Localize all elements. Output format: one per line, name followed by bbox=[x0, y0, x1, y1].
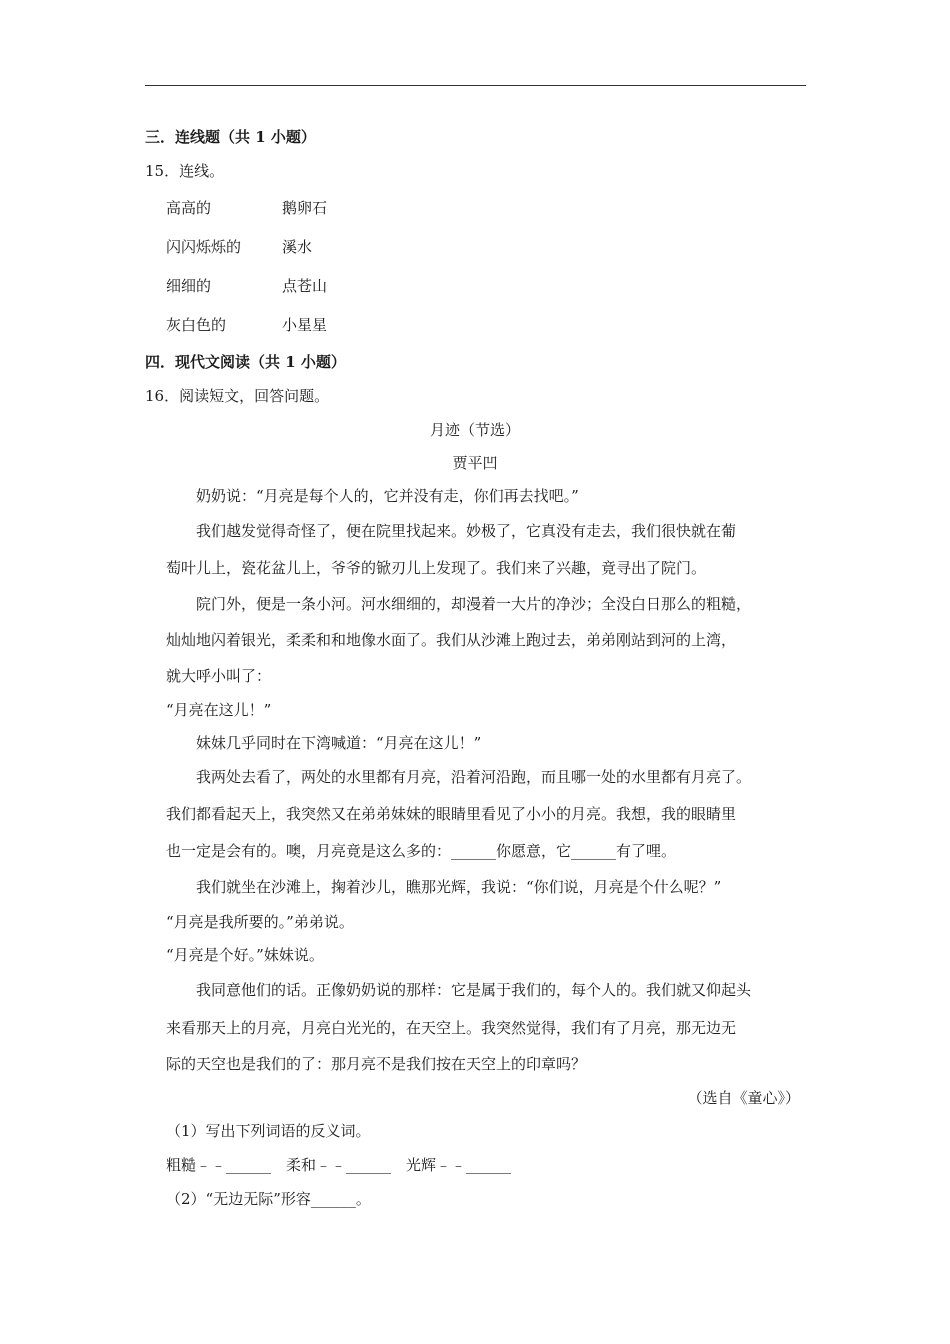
section4-heading: 四．现代文阅读（共 1 小题） bbox=[145, 353, 346, 371]
passage-line: “月亮是个好。”妹妹说。 bbox=[166, 946, 324, 964]
passage-line: 就大呼小叫了： bbox=[166, 667, 272, 685]
passage-line: “月亮在这儿！” bbox=[166, 701, 272, 719]
match-left-1: 高高的 bbox=[166, 199, 212, 217]
passage-line: 来看那天上的月亮，月亮白光光的，在天空上。我突然觉得，我们有了月亮，那无边无 bbox=[166, 1019, 737, 1037]
match-left-2: 闪闪烁烁的 bbox=[166, 238, 242, 256]
passage-line: 院门外，便是一条小河。河水细细的，却漫着一大片的净沙；全没白日那么的粗糙， bbox=[196, 595, 752, 613]
header-rule bbox=[145, 85, 806, 86]
match-right-1: 鹅卵石 bbox=[282, 199, 328, 217]
section3-heading: 三．连线题（共 1 小题） bbox=[145, 128, 316, 146]
subquestion-1: （1）写出下列词语的反义词。 bbox=[166, 1122, 371, 1140]
question-16: 16．阅读短文，回答问题。 bbox=[145, 387, 330, 405]
passage-line: 我们越发觉得奇怪了，便在院里找起来。妙极了，它真没有走去，我们很快就在葡 bbox=[196, 522, 737, 540]
passage-author: 贾平凹 bbox=[452, 454, 498, 472]
passage-line: “月亮是我所要的。”弟弟说。 bbox=[166, 913, 354, 931]
passage-line: 我两处去看了，两处的水里都有月亮，沿着河沿跑，而且哪一处的水里都有月亮了。 bbox=[196, 768, 752, 786]
passage-line: 我们就坐在沙滩上，掬着沙儿，瞧那光辉，我说：“你们说，月亮是个什么呢？” bbox=[196, 878, 722, 896]
passage-line: 我同意他们的话。正像奶奶说的那样：它是属于我们的，每个人的。我们就又仰起头 bbox=[196, 981, 752, 999]
passage-line: 际的天空也是我们的了：那月亮不是我们按在天空上的印章吗？ bbox=[166, 1055, 587, 1073]
passage-line: 奶奶说：“月亮是每个人的，它并没有走，你们再去找吧。” bbox=[196, 487, 579, 505]
subquestion-1-blanks: 粗糙﹣﹣______ 柔和﹣﹣______ 光辉﹣﹣______ bbox=[166, 1156, 512, 1174]
match-right-2: 溪水 bbox=[282, 238, 313, 256]
match-right-3: 点苍山 bbox=[282, 277, 328, 295]
passage-line: 我们都看起天上，我突然又在弟弟妹妹的眼睛里看见了小小的月亮。我想，我的眼睛里 bbox=[166, 805, 737, 823]
question-15: 15．连线。 bbox=[145, 162, 225, 180]
passage-line: 妹妹几乎同时在下湾喊道：“月亮在这儿！” bbox=[196, 734, 482, 752]
match-left-4: 灰白色的 bbox=[166, 316, 227, 334]
match-right-4: 小星星 bbox=[282, 316, 328, 334]
match-left-3: 细细的 bbox=[166, 277, 212, 295]
subquestion-2: （2）“无边无际”形容______。 bbox=[166, 1190, 371, 1208]
passage-line: 也一定是会有的。噢，月亮竟是这么多的：______你愿意，它______有了哩。 bbox=[166, 842, 677, 860]
passage-line: 萄叶儿上，瓷花盆儿上，爷爷的锨刃儿上发现了。我们来了兴趣，竟寻出了院门。 bbox=[166, 559, 707, 577]
passage-title: 月迹（节选） bbox=[429, 421, 520, 439]
passage-source: （选自《童心》） bbox=[687, 1089, 800, 1107]
passage-line: 灿灿地闪着银光，柔柔和和地像水面了。我们从沙滩上跑过去，弟弟刚站到河的上湾， bbox=[166, 631, 737, 649]
